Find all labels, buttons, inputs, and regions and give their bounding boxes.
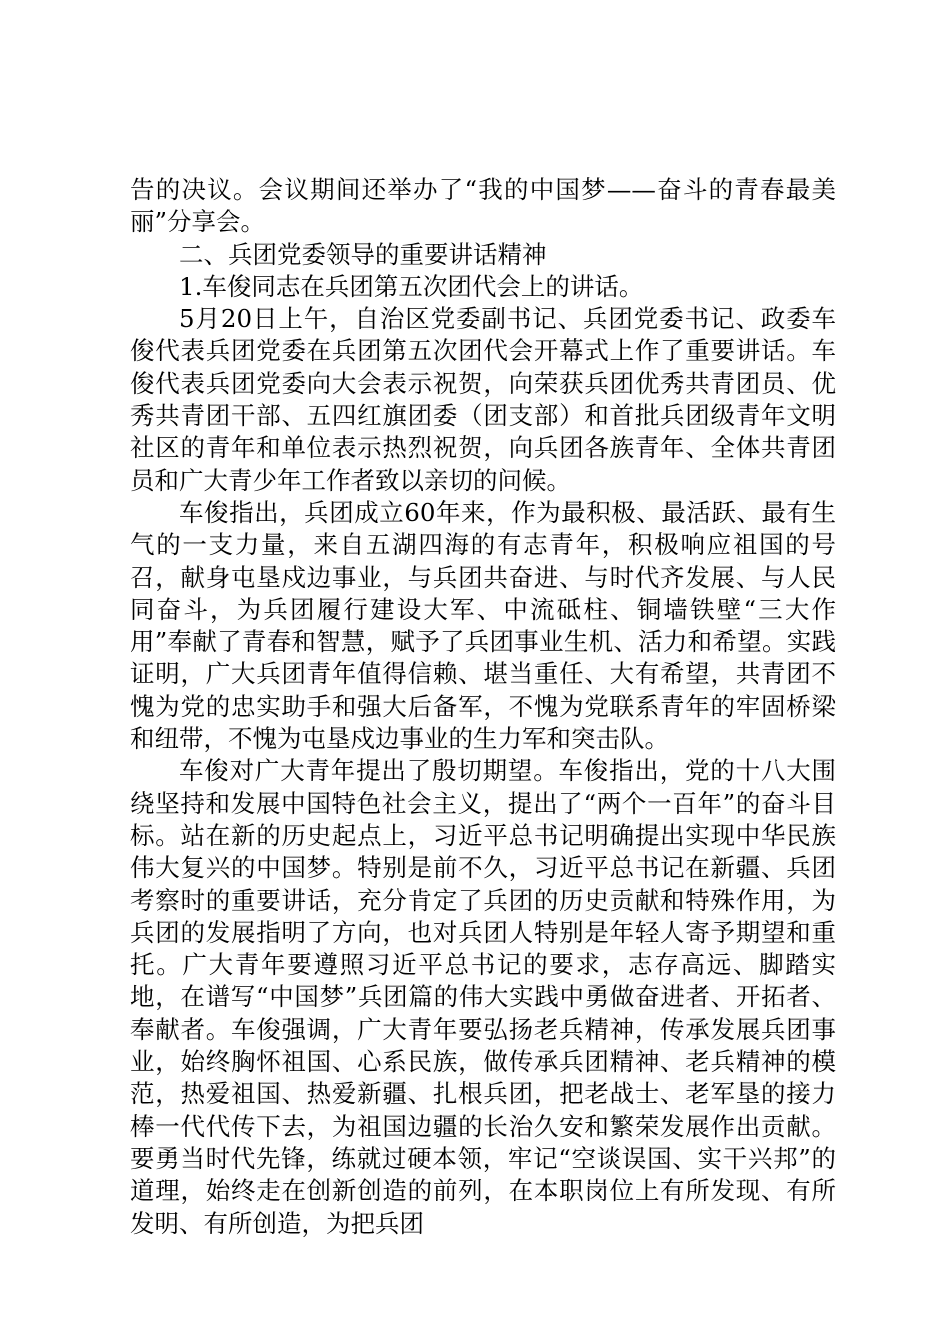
document-body <box>130 174 836 1240</box>
paragraph: 车俊对广大青年提出了殷切期望。车俊指出，党的十八大围绕坚持和发展中国特色社会主义，提出了“两个一百年”的奋斗目标。站在新的历史起点上，习近平总书记明确提出实现中华民族伟大复兴的中国梦。特别是前不久，习近平总书记在新疆、兵团考察时的重要讲话，充分肯定了兵团的历史贡献和特殊作用，为兵团的发展指明了方向，也对兵团人特别是年轻人寄予期望和重托。广大青年要遵照习近平总书记的要求，志存高远、脚踏实地，在谱写“中国梦”兵团篇的伟大实践中勇做奋进者、开拓者、奉献者。车俊强调，广大青年要弘扬老兵精神，传承发展兵团事业，始终胸怀祖国、心系民族，做传承兵团精神、老兵精神的模范，热爱祖国、热爱新疆、扎根兵团，把老战士、老军垦的接力棒一代代传下去，为祖国边疆的长治久安和繁荣发展作出贡献。要勇当时代先锋，练就过硬本领，牢记“空谈误国、实干兴邦”的道理，始终走在创新创造的前列，在本职岗位上有所发现、有所发明、有所创造，为把兵团 <box>130 756 836 1238</box>
section-heading: 二、兵团党委领导的重要讲话精神 <box>179 239 547 269</box>
paragraph: 车俊指出，兵团成立60年来，作为最积极、最活跃、最有生气的一支力量，来自五湖四海的有志青年，积极响应祖国的号召，献身屯垦戍边事业，与兵团共奋进、与时代齐发展、与人民同奋斗，为兵团履行建设大军、中流砥柱、铜墙铁壁“三大作用”奉献了青春和智慧，赋予了兵团事业生机、活力和希望。实践证明，广大兵团青年值得信赖、堪当重任、大有希望，共青团不愧为党的忠实助手和强大后备军，不愧为党联系青年的牢固桥梁和纽带，不愧为屯垦戍边事业的生力军和突击队。 <box>130 497 836 754</box>
paragraph-continuation: 告的决议。会议期间还举办了“我的中国梦——奋斗的青春最美丽”分享会。 <box>130 175 836 237</box>
subsection-heading: 1.车俊同志在兵团第五次团代会上的讲话。 <box>179 271 644 301</box>
paragraph: 5月20日上午，自治区党委副书记、兵团党委书记、政委车俊代表兵团党委在兵团第五次团代会开幕式上作了重要讲话。车俊代表兵团党委向大会表示祝贺，向荣获兵团优秀共青团员、优秀共青团干部、五四红旗团委（团支部）和首批兵团级青年文明社区的青年和单位表示热烈祝贺，向兵团各族青年、全体共青团员和广大青少年工作者致以亲切的问候。 <box>130 304 836 495</box>
